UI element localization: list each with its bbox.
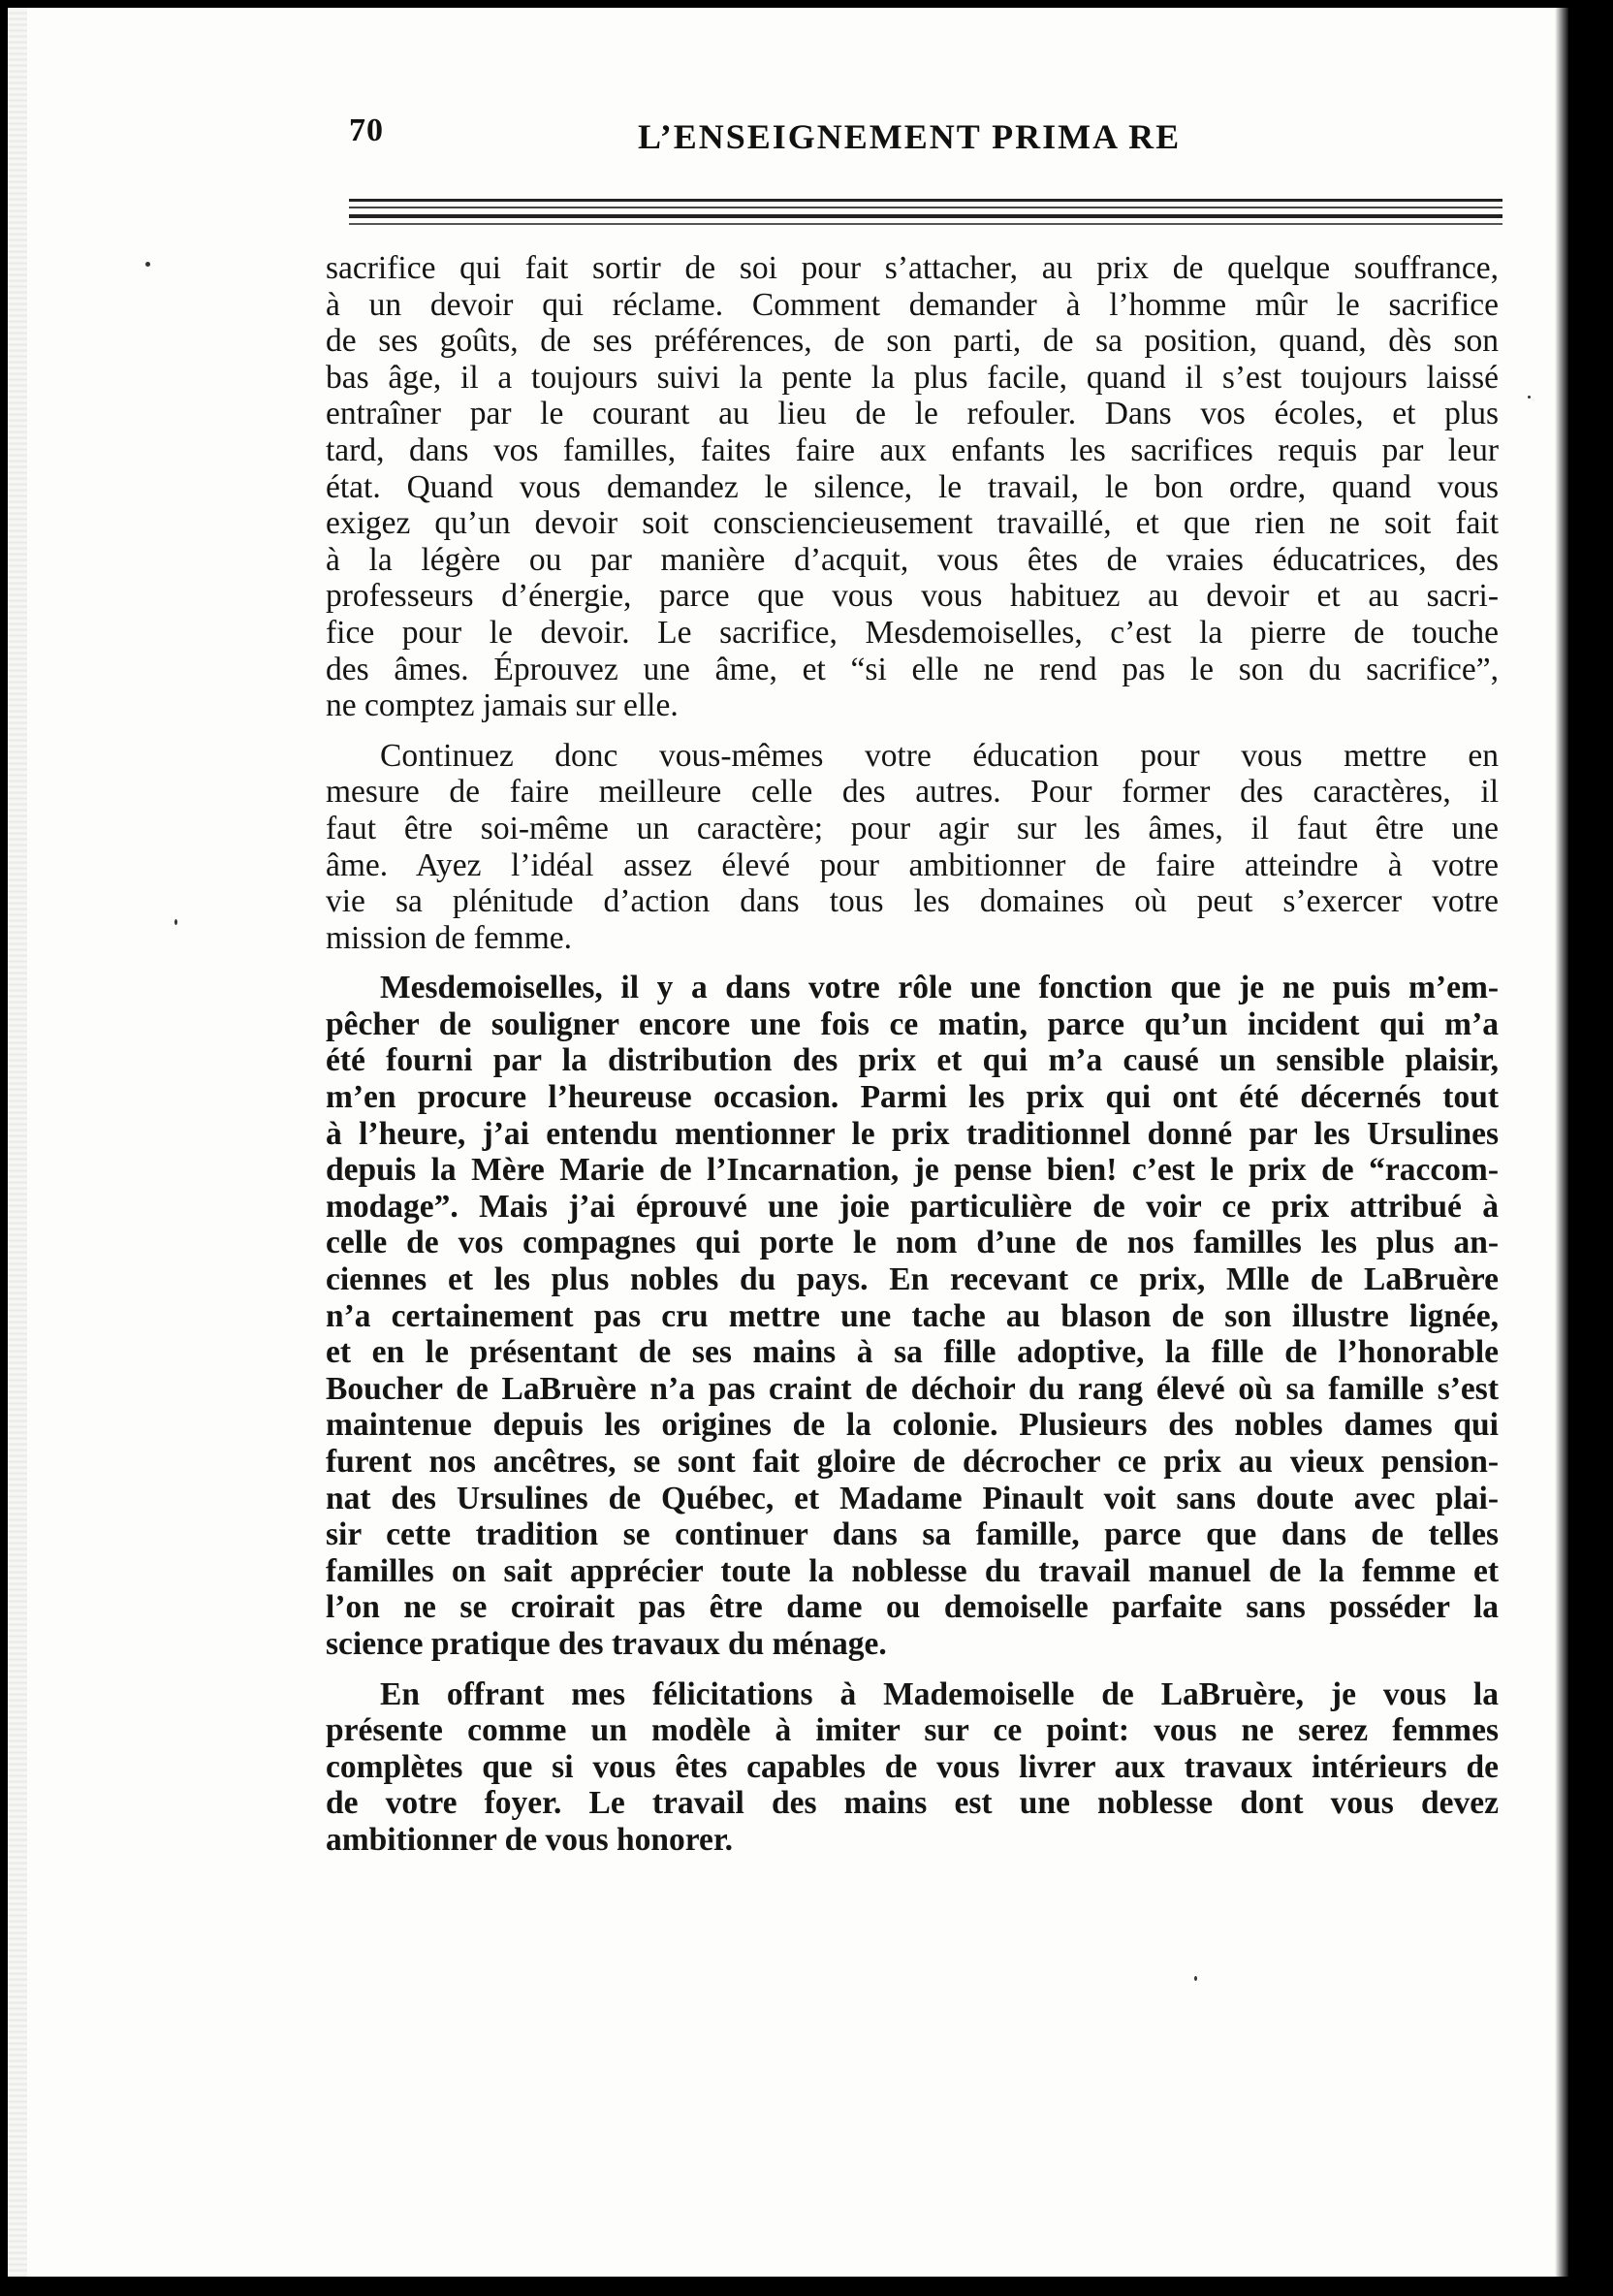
text-line: m’en procure l’heureuse occasion. Parmi les prix qui ont été décernés tout [326, 1079, 1499, 1116]
text-line: bas âge, il a toujours suivi la pente la plus facile, quand il s’est toujours laissé [326, 359, 1499, 396]
text-line: état. Quand vous demandez le silence, le travail, le bon ordre, quand vous [326, 468, 1499, 505]
text-line: En offrant mes félicitations à Mademoiselle de LaBruère, je vous la [380, 1675, 1499, 1712]
print-speck [174, 919, 177, 925]
text-line: mission de femme. [326, 919, 572, 956]
page-number: 70 [349, 112, 384, 148]
paragraph [326, 738, 1499, 957]
text-line: à la légère ou par manière d’acquit, vous êtes de vraies éducatrices, des [326, 541, 1499, 578]
text-line: pêcher de souligner encore une fois ce matin, parce qu’un incident qui m’a [326, 1005, 1499, 1042]
text-line: familles on sait apprécier toute la noblesse du travail manuel de la femme et [326, 1552, 1499, 1589]
page-gutter [8, 8, 27, 2277]
text-line: mesure de faire meilleure celle des autres. Pour former des caractères, il [326, 774, 1499, 811]
text-line: à un devoir qui réclame. Comment demander à l’homme mûr le sacrifice [326, 286, 1499, 323]
text-line: été fourni par la distribution des prix et qui m’a causé un sensible plaisir, [326, 1042, 1499, 1079]
text-line: Mesdemoiselles, il y a dans votre rôle une fonction que je ne puis m’em- [380, 970, 1499, 1006]
body-text [326, 250, 1499, 1872]
text-line: fice pour le devoir. Le sacrifice, Mesdemoiselles, c’est la pierre de touche [326, 614, 1499, 651]
header-rule [349, 199, 1502, 202]
running-title: L’ENSEIGNEMENT PRIMA RE [638, 117, 1182, 156]
print-speck [145, 262, 150, 267]
text-line: et en le présentant de ses mains à sa fille adoptive, la fille de l’honorable [326, 1334, 1499, 1371]
text-line: maintenue depuis les origines de la colonie. Plusieurs des nobles dames qui [326, 1407, 1499, 1444]
text-line: des âmes. Éprouvez une âme, et “si elle ne rend pas le son du sacrifice”, [326, 651, 1499, 687]
text-line: celle de vos compagnes qui porte le nom d’une de nos familles les plus an- [326, 1225, 1499, 1261]
text-line: à l’heure, j’ai entendu mentionner le prix traditionnel donné par les Ursulines [326, 1115, 1499, 1152]
paragraph [326, 1676, 1499, 1859]
header-rule [349, 214, 1502, 218]
text-line: sacrifice qui fait sortir de soi pour s’attacher, au prix de quelque souffrance, [326, 250, 1499, 286]
text-line: l’on ne se croirait pas être dame ou demoiselle parfaite sans posséder la [326, 1589, 1499, 1626]
text-line: faut être soi-même un caractère; pour agir sur les âmes, il faut être une [326, 810, 1499, 846]
text-line: exigez qu’un devoir soit consciencieusement travaillé, et que rien ne soit fait [326, 505, 1499, 542]
text-line: de ses goûts, de ses préférences, de son parti, de sa position, quand, dès son [326, 323, 1499, 360]
text-line: tard, dans vos familles, faites faire aux enfants les sacrifices requis par leur [326, 431, 1499, 468]
text-line: entraîner par le courant au lieu de le refouler. Dans vos écoles, et plus [326, 396, 1499, 432]
text-line: science pratique des travaux du ménage. [326, 1625, 887, 1662]
text-line: complètes que si vous êtes capables de vous livrer aux travaux intérieurs de [326, 1748, 1499, 1785]
text-line: modage”. Mais j’ai éprouvé une joie particulière de voir ce prix attribué à [326, 1188, 1499, 1225]
text-line: de votre foyer. Le travail des mains est une noblesse dont vous devez [326, 1785, 1499, 1822]
text-line: Continuez donc vous-mêmes votre éducation pour vous mettre en [380, 737, 1499, 774]
text-line: vie sa plénitude d’action dans tous les domaines où peut s’exercer votre [326, 883, 1499, 920]
book-page [8, 8, 1568, 2277]
text-line: ciennes et les plus nobles du pays. En recevant ce prix, Mlle de LaBruère [326, 1261, 1499, 1298]
paragraph [326, 970, 1499, 1662]
text-line: Boucher de LaBruère n’a pas craint de déchoir du rang élevé où sa famille s’est [326, 1370, 1499, 1407]
page-edge-shadow [1555, 8, 1568, 2277]
text-line: depuis la Mère Marie de l’Incarnation, je pense bien! c’est le prix de “raccom- [326, 1152, 1499, 1189]
text-line: ambitionner de vous honorer. [326, 1821, 734, 1858]
text-line: professeurs d’énergie, parce que vous vous habituez au devoir et au sacri- [326, 578, 1499, 615]
paragraph [326, 250, 1499, 724]
text-line: âme. Ayez l’idéal assez élevé pour ambitionner de faire atteindre à votre [326, 846, 1499, 883]
text-line: sir cette tradition se continuer dans sa famille, parce que dans de telles [326, 1516, 1499, 1553]
text-line: présente comme un modèle à imiter sur ce point: vous ne serez femmes [326, 1712, 1499, 1749]
text-line: nat des Ursulines de Québec, et Madame Pinault voit sans doute avec plai- [326, 1480, 1499, 1516]
header-rule [349, 207, 1502, 208]
text-line: ne comptez jamais sur elle. [326, 687, 679, 724]
print-speck [1194, 1976, 1197, 1981]
text-line: n’a certainement pas cru mettre une tache au blason de son illustre lignée, [326, 1297, 1499, 1334]
text-line: furent nos ancêtres, se sont fait gloire de décrocher ce prix au vieux pension- [326, 1444, 1499, 1480]
print-speck [1528, 396, 1531, 399]
header-rule [349, 223, 1502, 225]
